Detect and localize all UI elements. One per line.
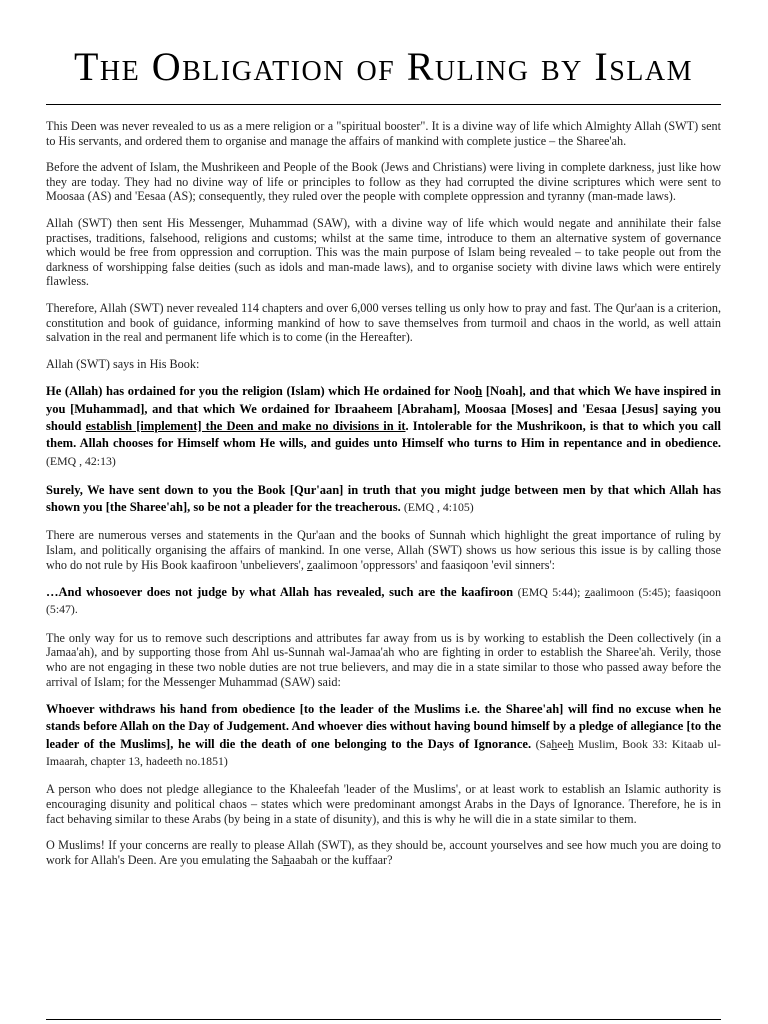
title-divider (46, 104, 721, 105)
quote-verse-42-13: He (Allah) has ordained for you the religion (Islam) which He ordained for Nooh [Noah], and that which We have inspired in you [Muhammad], and that which We ordained for Ibraaheem [Abraham], Moosaa [Moses] and 'Eesaa [Jesus] saying you should establish [implement] the Deen and make no divisions in it. Intolerable for the Mushrikoon, is that to which you call them. Allah chooses for Himself whom He wills, and guides unto Himself who turns to Him in repentance and in obedience. (EMQ , 42:13) (46, 384, 722, 468)
paragraph-numerous-verses: There are numerous verses and statements in the Qur'aan and the books of Sunnah which highlight the great importance of ruling by Islam, and politically organising the affairs of mankind. In one verse, Allah (SWT) shows us how serious this issue is by calling those who do not rule by His Book kaafiroon 'unbelievers', zaalimoon 'oppressors' and faasiqoon 'evil sinners': (46, 528, 721, 572)
paragraph-messenger: Allah (SWT) then sent His Messenger, Muhammad (SAW), with a divine way of life which would negate and annihilate their false practises, traditions, falsehood, religions and customs; whilst at the same time, introduce to them an alternative system of governance which would be free from oppression and corruption. This was the main purpose of Islam being revealed – to take people out from the darkness of worshipping false deities (such as idols and man-made laws), and to organise society with divine laws which were entirely flawless. (46, 215, 721, 289)
document-page (46, 0, 721, 879)
paragraph-advent: Before the advent of Islam, the Mushrikeen and People of the Book (Jews and Christians) were living in complete darkness, just like how they are today. They had no divine way of life or principles to follow as they had corrupted the divine scriptures which were sent to Moosaa (AS) and 'Eesaa (AS); consequently, they ruled over the people with complete oppression and tyranny (man-made laws). (46, 160, 721, 204)
paragraph-intro: This Deen was never revealed to us as a mere religion or a "spiritual booster". It is a divine way of life which Almighty Allah (SWT) sent to His servants, and ordered them to organise and manage the affairs of mankind with complete justice – the Sharee'ah. (46, 119, 721, 148)
document-body (46, 119, 721, 867)
paragraph-closing: O Muslims! If your concerns are really to please Allah (SWT), as they should be, account yourselves and see how much you are doing to work for Allah's Deen. Are you emulating the Sahaabah or the kuffaar? (46, 838, 721, 867)
paragraph-allah-says: Allah (SWT) says in His Book: (46, 356, 200, 371)
verse-reference: (EMQ , 4:105) (403, 500, 474, 515)
quote-verse-5-44: …And whosoever does not judge by what Allah has revealed, such are the kaafiroon (EMQ 5:44); zaalimoon (5:45); faasiqoon (5:47). (46, 585, 721, 617)
bottom-divider (46, 1019, 721, 1020)
paragraph-only-way: The only way for us to remove such descriptions and attributes far away from us is by working to establish the Deen collectively (in a Jamaa'ah), and by supporting those from Ahl us-Sunnah wal-Jamaa'ah who are fighting in order to establish the Sharee'ah. Verily, those who are not engaging in these two noble duties are not true believers, and may die in a state similar to those who passed away before the arrival of Islam; for the Messenger Muhammad (SAW) said: (46, 630, 721, 689)
page-title: The Obligation of Ruling by Islam (73, 44, 694, 89)
paragraph-allegiance: A person who does not pledge allegiance to the Khaleefah 'leader of the Muslims', or at least work to establish an Islamic authority is encouraging disunity and political chaos – states which were predominant amongst Arabs in the Days of Ignorance. Therefore, he is in fact behaving similar to these Arabs (by being in a state of disunity), and this is why he will die in a state similar to them. (46, 782, 721, 826)
paragraph-quran: Therefore, Allah (SWT) never revealed 114 chapters and over 6,000 verses telling us only how to pray and fast. The Qur'aan is a criterion, constitution and book of guidance, informing mankind of how to save themselves from turmoil and chaos in the world, as well attain salvation in the real and permanent life which is to come (in the Hereafter). (46, 300, 721, 345)
quote-hadeeth: Whoever withdraws his hand from obedience [to the leader of the Muslims i.e. the Sharee'ah] will find no excuse when he stands before Allah on the Day of Judgement. And whoever dies without having bound himself by a pledge of allegiance [to the leader of the Muslims], he will die the death of one belonging to the Days of Ignorance. (Saheeh Muslim, Book 33: Kitaab ul-Imaarah, chapter 13, hadeeth no.1851) (46, 702, 721, 769)
quote-verse-4-105: Surely, We have sent down to you the Book [Qur'aan] in truth that you might judge between men by that which Allah has shown you [the Sharee'ah], so be not a pleader for the treacherous. (EMQ , 4:105) (46, 482, 721, 515)
verse-reference: (EMQ , 42:13) (46, 453, 116, 468)
